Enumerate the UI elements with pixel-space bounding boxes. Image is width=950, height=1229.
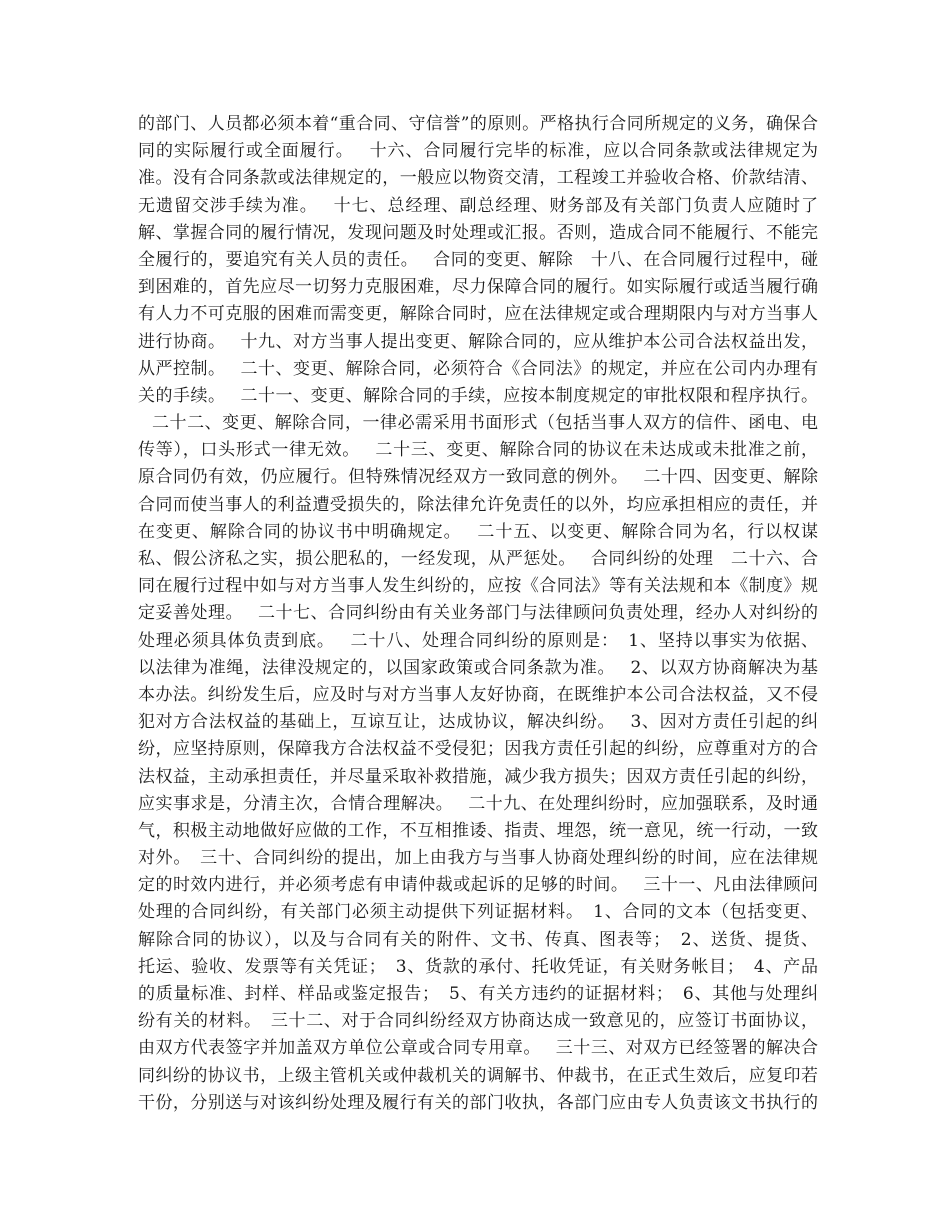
body-text <box>138 111 818 1117</box>
text-line: 定妥善处理。 二十七、合同纠纷由有关业务部门与法律顾问负责处理，经办人对纠纷的 <box>138 603 818 624</box>
text-line: 本办法。纠纷发生后，应及时与对方当事人友好协商，在既维护本公司合法权益，又不侵 <box>138 684 818 705</box>
text-line: 关的手续。 二十一、变更、解除合同的手续，应按本制度规定的审批权限和程序执行。 <box>138 385 818 406</box>
text-line: 定的时效内进行，并必须考虑有申请仲裁或起诉的足够的时间。 三十一、凡由法律顾问 <box>138 875 818 896</box>
text-line: 纷，应坚持原则，保障我方合法权益不受侵犯；因我方责任引起的纠纷，应尊重对方的合 <box>138 739 818 760</box>
text-line: 准。没有合同条款或法律规定的，一般应以物资交清，工程竣工并验收合格、价款结清、 <box>138 168 818 189</box>
text-line: 处理的合同纠纷，有关部门必须主动提供下列证据材料。 1、合同的文本（包括变更、 <box>138 902 818 923</box>
text-line: 对外。 三十、合同纠纷的提出，加上由我方与当事人协商处理纠纷的时间，应在法律规 <box>138 848 818 869</box>
text-line: 同纠纷的协议书，上级主管机关或仲裁机关的调解书、仲裁书，在正式生效后，应复印若 <box>138 1065 818 1086</box>
text-line: 由双方代表签字并加盖双方单位公章或合同专用章。 三十三、对双方已经签署的解决合 <box>138 1038 818 1059</box>
text-line: 传等），口头形式一律无效。 二十三、变更、解除合同的协议在未达成或未批准之前， <box>138 440 818 461</box>
text-line: 处理必须具体负责到底。 二十八、处理合同纠纷的原则是： 1、坚持以事实为依据、 <box>138 630 818 651</box>
text-line: 二十二、变更、解除合同，一律必需采用书面形式（包括当事人双方的信件、函电、电 <box>152 413 818 434</box>
text-line: 同的实际履行或全面履行。 十六、合同履行完毕的标准，应以合同条款或法律规定为 <box>138 141 818 162</box>
text-line: 托运、验收、发票等有关凭证； 3、货款的承付、托收凭证，有关财务帐目； 4、产品 <box>138 956 818 977</box>
text-line: 犯对方合法权益的基础上，互谅互让，达成协议，解决纠纷。 3、因对方责任引起的纠 <box>138 712 818 733</box>
text-line: 到困难的，首先应尽一切努力克服困难，尽力保障合同的履行。如实际履行或适当履行确 <box>138 277 818 298</box>
text-line: 私、假公济私之实，损公肥私的，一经发现，从严惩处。 合同纠纷的处理 二十六、合 <box>138 549 818 569</box>
text-line: 的质量标准、封样、样品或鉴定报告； 5、有关方违约的证据材料； 6、其他与处理纠 <box>138 984 818 1004</box>
text-line: 有人力不可克服的困难而需变更，解除合同时，应在法律规定或合理期限内与对方当事人 <box>138 304 818 325</box>
text-line: 无遗留交涉手续为准。 十七、总经理、副总经理、财务部及有关部门负责人应随时了 <box>138 195 818 216</box>
text-line: 气，积极主动地做好应做的工作，不互相推诿、指责、埋怨，统一意见，统一行动，一致 <box>138 820 818 841</box>
text-line: 解、掌握合同的履行情况，发现问题及时处理或汇报。否则，造成合同不能履行、不能完 <box>138 222 818 243</box>
text-line: 以法律为准绳，法律没规定的，以国家政策或合同条款为准。 2、以双方协商解决为基 <box>138 657 818 678</box>
text-line: 合同而使当事人的利益遭受损失的，除法律允许免责任的以外，均应承担相应的责任，并 <box>138 494 818 515</box>
text-line: 同在履行过程中如与对方当事人发生纠纷的，应按《合同法》等有关法规和本《制度》规 <box>138 576 818 597</box>
text-line: 全履行的，要追究有关人员的责任。 合同的变更、解除 十八、在合同履行过程中，碰 <box>138 249 818 270</box>
text-line: 干份，分别送与对该纠纷处理及履行有关的部门收执，各部门应由专人负责该文书执行的 <box>138 1092 818 1113</box>
text-line: 原合同仍有效，仍应履行。但特殊情况经双方一致同意的例外。 二十四、因变更、解除 <box>138 467 818 488</box>
text-line: 解除合同的协议），以及与合同有关的附件、文书、传真、图表等； 2、送货、提货、 <box>138 929 818 950</box>
text-line: 应实事求是，分清主次，合情合理解决。 二十九、在处理纠纷时，应加强联系，及时通 <box>138 793 818 814</box>
text-line: 纷有关的材料。 三十二、对于合同纠纷经双方协商达成一致意见的，应签订书面协议， <box>138 1011 818 1032</box>
text-line: 在变更、解除合同的协议书中明确规定。 二十五、以变更、解除合同为名，行以权谋 <box>138 521 818 542</box>
text-line: 法权益，主动承担责任，并尽量采取补救措施，减少我方损失；因双方责任引起的纠纷， <box>138 766 818 787</box>
text-line: 从严控制。 二十、变更、解除合同，必须符合《合同法》的规定，并应在公司内办理有 <box>138 358 818 379</box>
text-line: 进行协商。 十九、对方当事人提出变更、解除合同的，应从维护本公司合法权益出发， <box>138 331 818 352</box>
text-line: 的部门、人员都必须本着“重合同、守信誉”的原则。严格执行合同所规定的义务，确保合 <box>138 114 818 134</box>
